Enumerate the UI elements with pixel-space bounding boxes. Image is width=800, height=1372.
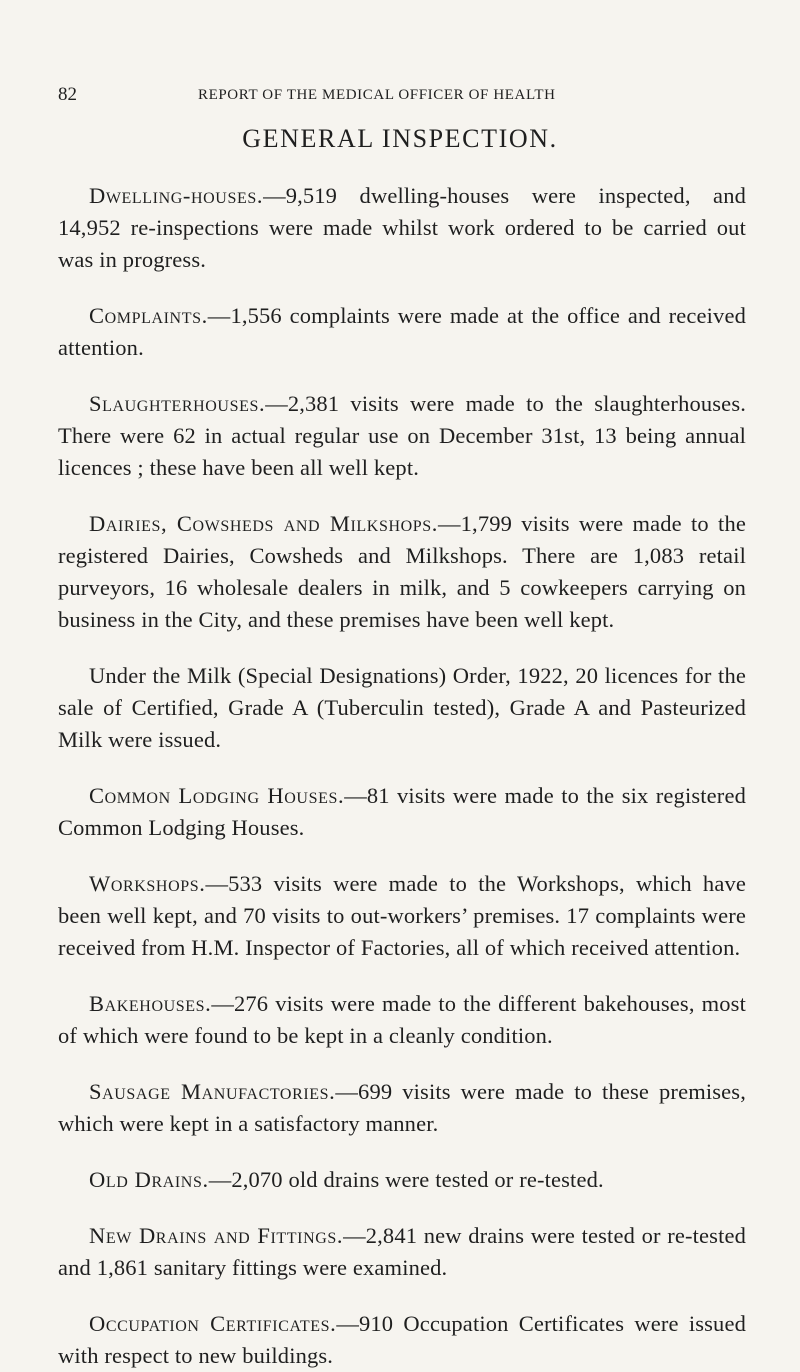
- running-header: [58, 84, 742, 112]
- paragraph-heading: Dairies, Cowsheds and Milkshops.: [89, 511, 438, 536]
- paragraph-heading: Workshops.: [89, 871, 206, 896]
- paragraph-text: —1,556 complaints were made at the office and received attention.: [58, 303, 746, 360]
- paragraph-dairies-cowsheds-milkshops: [58, 508, 746, 636]
- paragraph-heading: Sausage Manufactories.: [89, 1079, 336, 1104]
- paragraph-heading: Dwelling-houses.: [89, 183, 264, 208]
- paragraph-bakehouses: [58, 988, 746, 1052]
- inspection-report-body: [58, 180, 746, 1372]
- paragraph-text: —1,799 visits were made to the registered Dairies, Cowsheds and Milkshops. There are 1,083 retail purveyors, 16 wholesale dealers in milk, and 5 cowkeepers carrying on business in the City, and these premises have been well kept.: [58, 511, 746, 632]
- paragraph-heading: Slaughterhouses.: [89, 391, 266, 416]
- paragraph-heading: Bakehouses.: [89, 991, 212, 1016]
- page-number: 82: [58, 84, 77, 105]
- paragraph-text: —276 visits were made to the different bakehouses, most of which were found to be kept in a cleanly condition.: [58, 991, 746, 1048]
- paragraph-text: —2,070 old drains were tested or re-tested.: [208, 1167, 604, 1192]
- paragraph-heading: Complaints.: [89, 303, 208, 328]
- paragraph-milk-special-designations: [58, 660, 746, 756]
- running-title: REPORT OF THE MEDICAL OFFICER OF HEALTH: [198, 87, 556, 103]
- paragraph-dwelling-houses: [58, 180, 746, 276]
- paragraph-common-lodging-houses: [58, 780, 746, 844]
- paragraph-slaughterhouses: [58, 388, 746, 484]
- paragraph-text: —2,381 visits were made to the slaughterhouses. There were 62 in actual regular use on December 31st, 13 being annual licences ; these have been all well kept.: [58, 391, 746, 480]
- paragraph-text: —533 visits were made to the Workshops, which have been well kept, and 70 visits to out-workers’ premises. 17 complaints were received from H.M. Inspector of Factories, all of which received attention.: [58, 871, 746, 960]
- paragraph-text: —910 Occupation Certificates were issued with respect to new buildings.: [58, 1311, 746, 1368]
- paragraph-workshops: [58, 868, 746, 964]
- paragraph-heading: Common Lodging Houses.: [89, 783, 345, 808]
- paragraph-heading: Old Drains.: [89, 1167, 209, 1192]
- paragraph-text: —2,841 new drains were tested or re-tested and 1,861 sanitary fittings were examined.: [58, 1223, 747, 1280]
- paragraph-complaints: [58, 300, 746, 364]
- paragraph-old-drains: [58, 1164, 746, 1196]
- paragraph-new-drains-fittings: [58, 1220, 746, 1284]
- section-title: GENERAL INSPECTION.: [242, 124, 558, 153]
- paragraph-text: —9,519 dwelling-houses were inspected, and 14,952 re-inspections were made whilst work ordered to be carried out was in progress.: [58, 183, 746, 272]
- paragraph-text: —81 visits were made to the six registered Common Lodging Houses.: [58, 783, 746, 840]
- paragraph-sausage-manufactories: [58, 1076, 746, 1140]
- paragraph-occupation-certificates: [58, 1308, 746, 1372]
- paragraph-heading: New Drains and Fittings.: [89, 1223, 344, 1248]
- paragraph-text: —699 visits were made to these premises, which were kept in a satisfactory manner.: [58, 1079, 746, 1136]
- paragraph-text: Under the Milk (Special Designations) Order, 1922, 20 licences for the sale of Certified, Grade A (Tuberculin tested), Grade A and Pasteurized Milk were issued.: [58, 663, 746, 752]
- paragraph-heading: Occupation Certificates.: [89, 1311, 337, 1336]
